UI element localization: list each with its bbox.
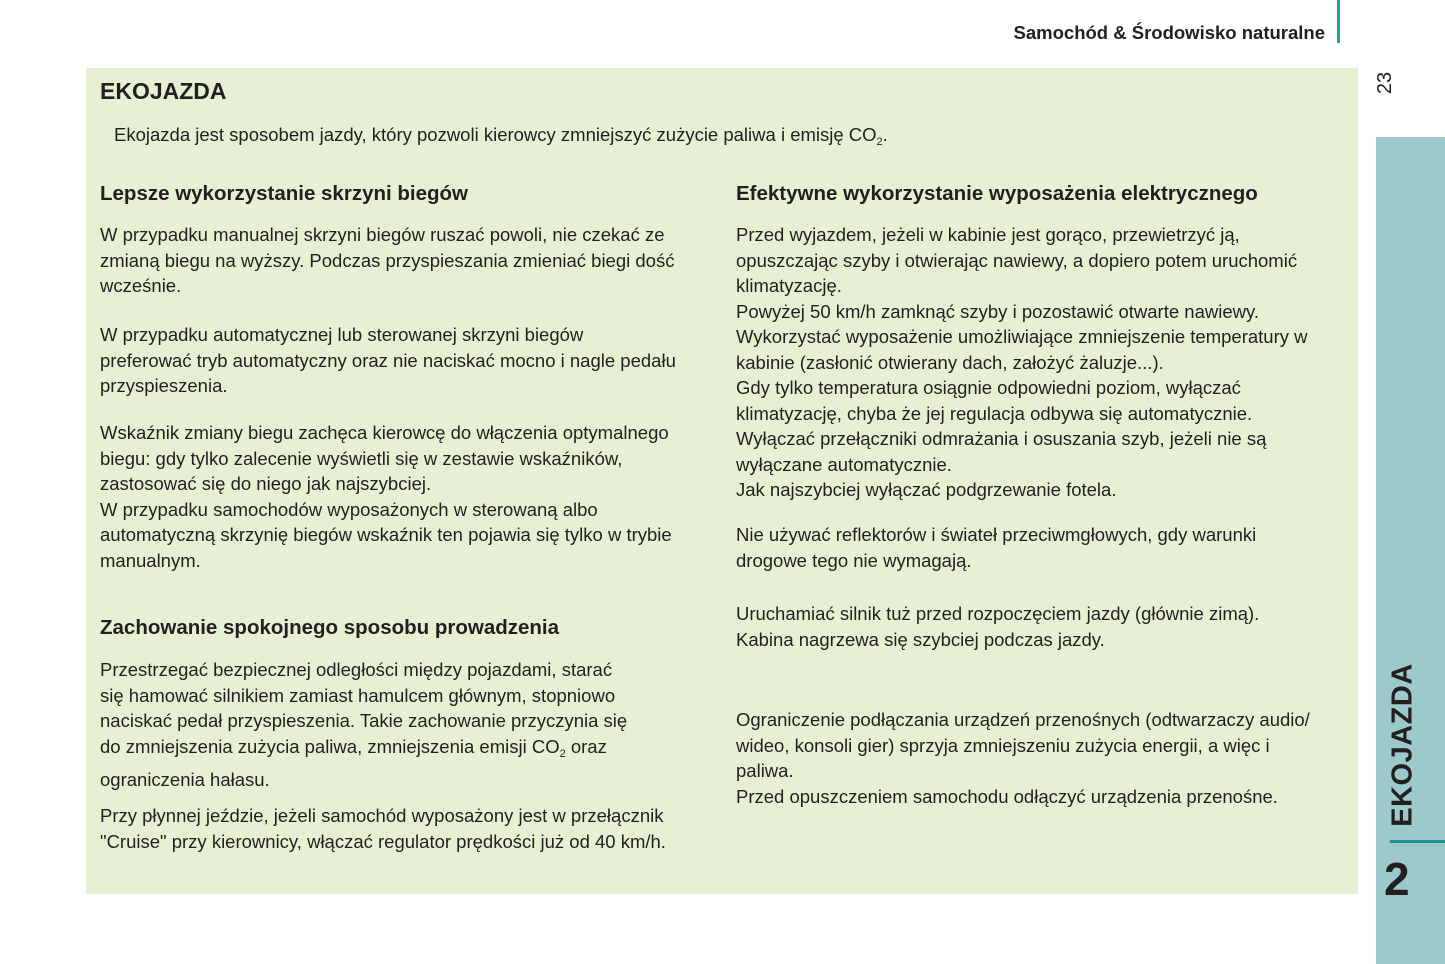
header-divider — [1337, 0, 1340, 43]
intro-subscript: 2 — [876, 136, 883, 148]
paragraph: Ograniczenie podłączania urządzeń przenośnych (odtwarzaczy audio/ wideo, konsoli gier) sprzyja zmniejszeniu zużycia energii, a więc i paliwa. Przed opuszczeniem samochodu odłączyć urządzenia przenośne. — [736, 709, 1310, 807]
chapter-number: 2 — [1384, 853, 1410, 905]
chapter-tab-text: EKOJAZDA — [1386, 663, 1419, 827]
paragraph: W przypadku automatycznej lub sterowanej skrzyni biegów preferować tryb automatyczny oraz nie naciskać mocno i nagle pedału przyspieszenia. — [100, 324, 676, 396]
paragraph-part: oraz ograniczenia hałasu. — [100, 735, 607, 790]
intro-text — [114, 124, 888, 148]
paragraph — [100, 657, 720, 793]
heading-electrical: Efektywne wykorzystanie wyposażenia elektrycznego — [736, 182, 1258, 205]
section-header: Samochód & Środowisko naturalne — [1013, 22, 1325, 43]
paragraph: Nie używać reflektorów i świateł przeciwmgłowych, gdy warunki drogowe tego nie wymagają. — [736, 524, 1257, 571]
subscript: 2 — [559, 747, 566, 760]
paragraph: Przed wyjazdem, jeżeli w kabinie jest gorąco, przewietrzyć ją, opuszczając szyby i otwierając nawiewy, a dopiero potem uruchomić klimatyzację. Powyżej 50 km/h zamknąć szyby i pozostawić otwarte nawiewy. Wykorzystać wyposażenie umożliwiające zmniejszenie temperatury w kabinie (zasłonić otwierany dach, założyć żaluzje...). Gdy tylko temperatura osiągnie odpowiedni poziom, wyłączać klimatyzację, chyba że jej regulacja odbywa się automatycznie. Wyłączać przełączniki odmrażania i osuszania szyb, jeżeli nie są wyłączane automatycznie. Jak najszybciej wyłączać podgrzewanie fotela. — [736, 224, 1308, 500]
paragraph: W przypadku manualnej skrzyni biegów ruszać powoli, nie czekać ze zmianą biegu na wyższy. Podczas przyspieszania zmieniać biegi dość wcześnie. — [100, 224, 675, 296]
paragraph: Przy płynnej jeździe, jeżeli samochód wyposażony jest w przełącznik "Cruise" przy kierownicy, włączać regulator prędkości już od 40 km/h. — [100, 805, 666, 852]
page-title: EKOJAZDA — [100, 78, 227, 104]
paragraph-part: Przestrzegać bezpiecznej odległości między pojazdami, starać się hamować silnikiem zamiast hamulcem głównym, stopniowo naciskać pedał przyspieszenia. Takie zachowanie przyczynia się do zmniejszenia zużycia paliwa, zmniejszenia emisji CO — [100, 659, 628, 757]
intro-body: Ekojazda jest sposobem jazdy, który pozwoli kierowcy zmniejszyć zużycie paliwa i emisję CO — [114, 124, 877, 145]
page-number: 23 — [1374, 71, 1396, 95]
intro-end: . — [882, 124, 888, 145]
chapter-tab-divider — [1390, 840, 1445, 843]
paragraph: Uruchamiać silnik tuż przed rozpoczęciem jazdy (głównie zimą). Kabina nagrzewa się szybciej podczas jazdy. — [736, 603, 1260, 650]
heading-calm-driving: Zachowanie spokojnego sposobu prowadzenia — [100, 616, 560, 639]
heading-gearbox: Lepsze wykorzystanie skrzyni biegów — [100, 182, 468, 205]
paragraph: Wskaźnik zmiany biegu zachęca kierowcę do włączenia optymalnego biegu: gdy tylko zalecenie wyświetli się w zestawie wskaźników, zastosować się do niego jak najszybciej. W przypadku samochodów wyposażonych w sterowaną albo automatyczną skrzynię biegów wskaźnik ten pojawia się tylko w trybie manualnym. — [100, 422, 672, 571]
chapter-tab-label — [1376, 664, 1430, 826]
